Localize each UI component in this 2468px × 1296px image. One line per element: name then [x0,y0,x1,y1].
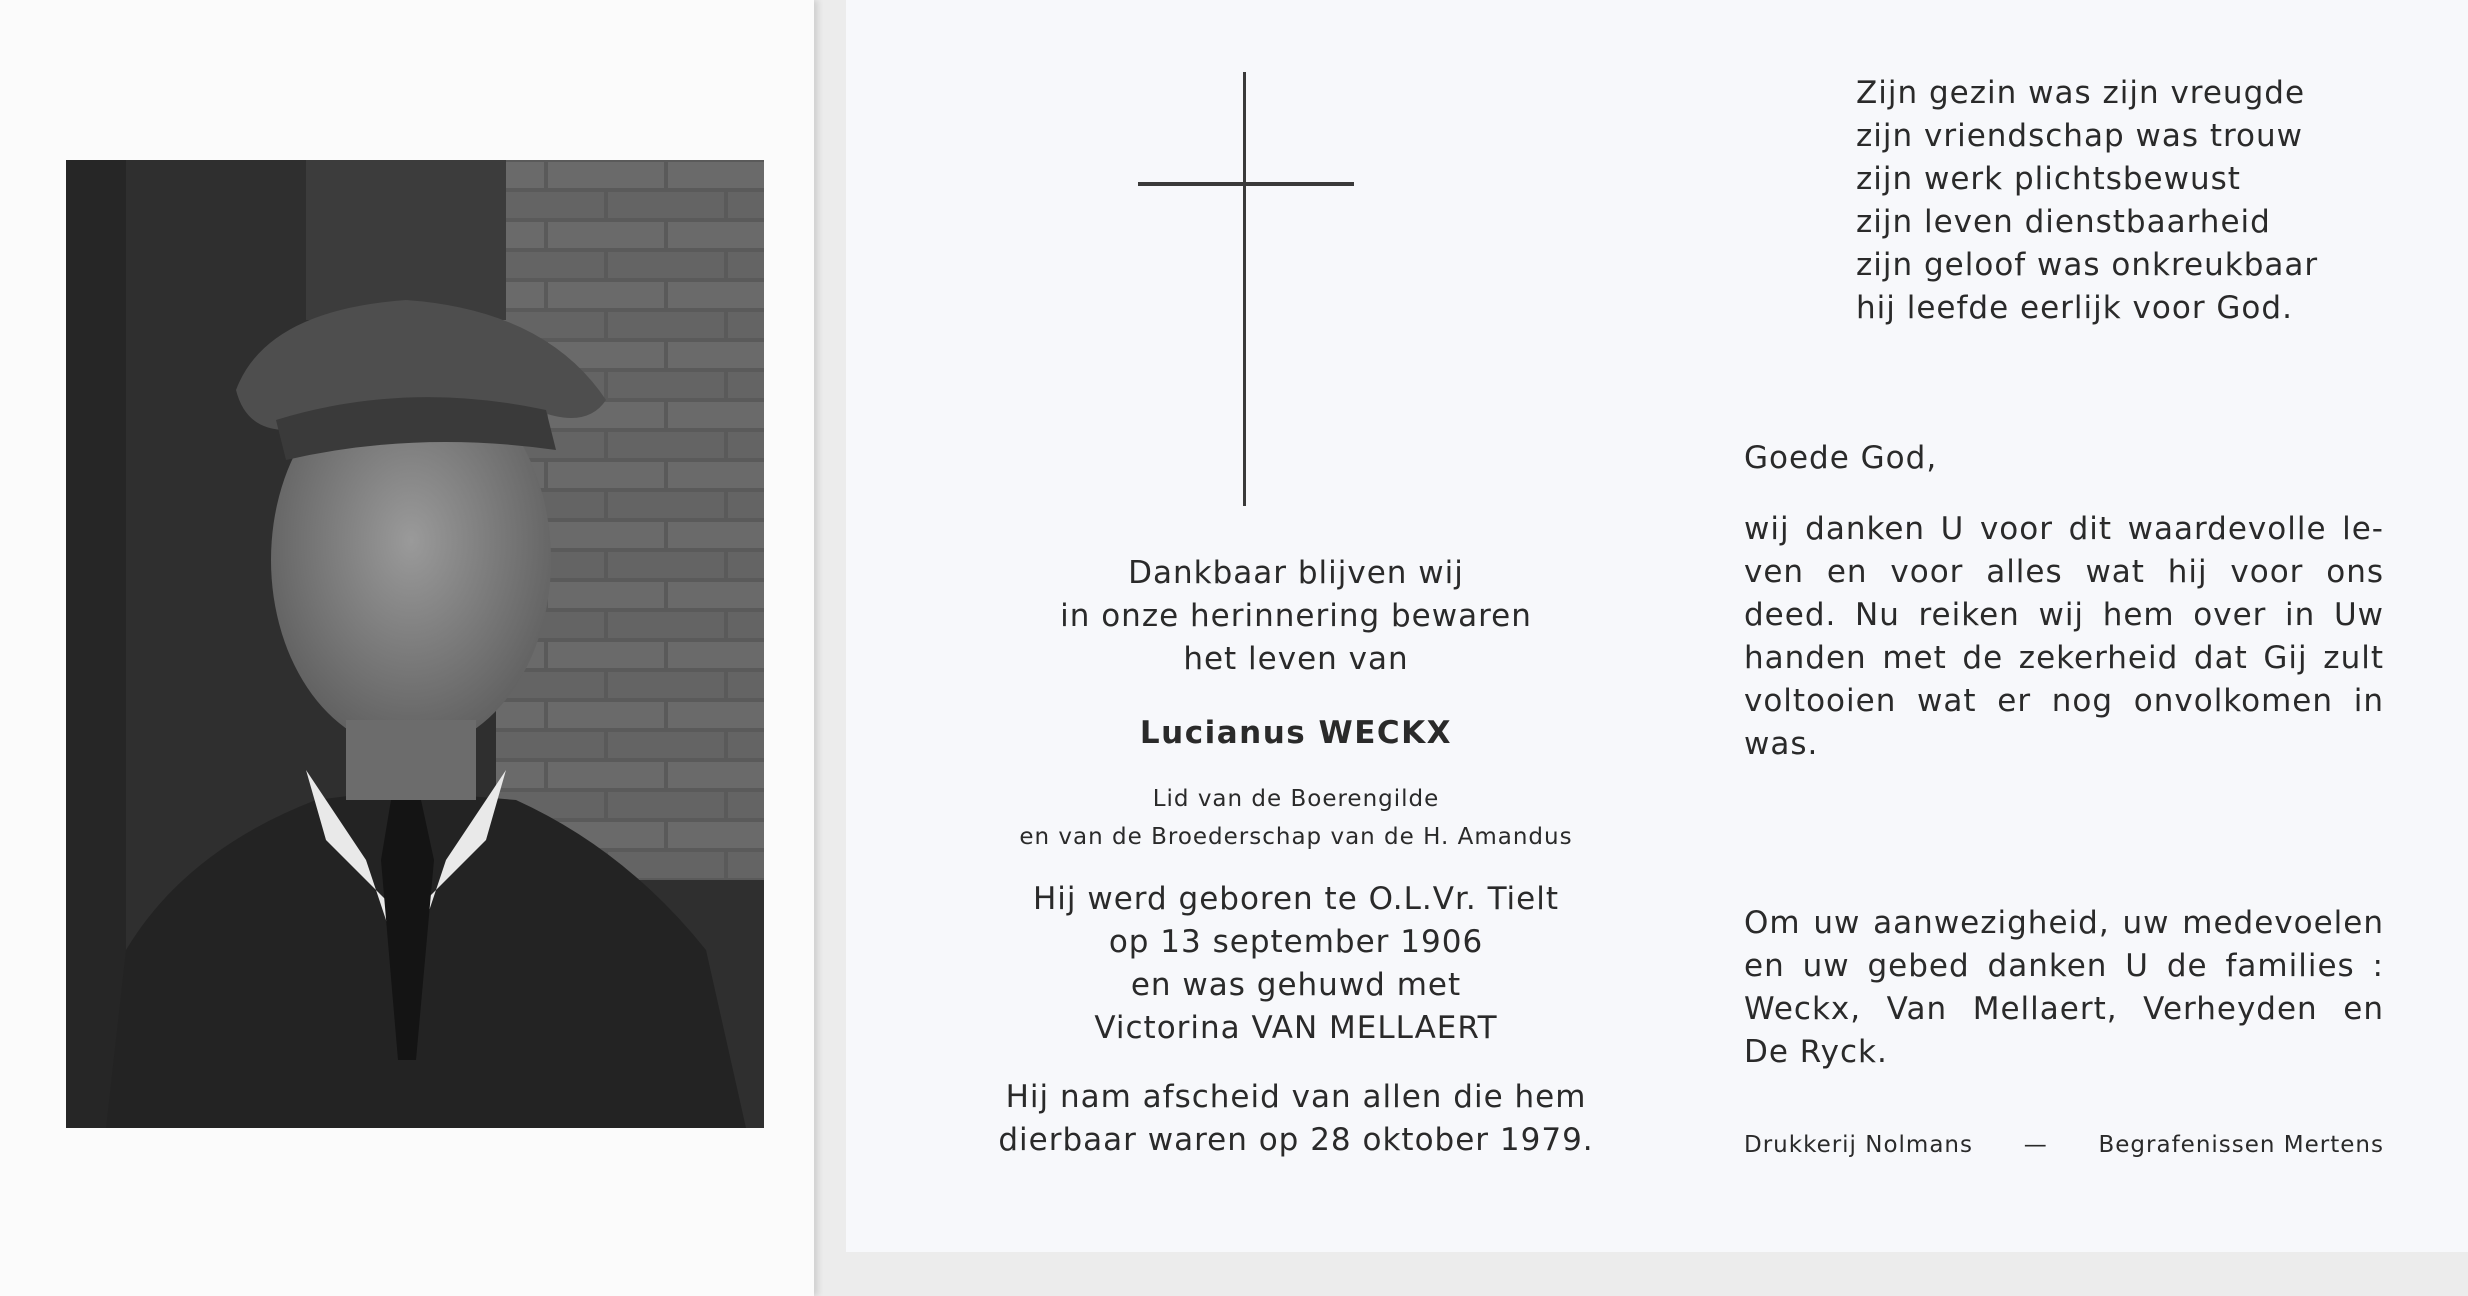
prayer-text: wij danken U voor dit waardevolle le- ven en voor alles wat hij voor ons deed. Nu reiken wij hem over in Uw handen met de zekerheid dat Gij zult voltooien wat er nog onvolkomen in was. [1744,511,2384,762]
poem: Zijn gezin was zijn vreugde zijn vriendschap was trouw zijn werk plichtsbewust zijn leven dienstbaarheid zijn geloof was onkreukbaar hij leefde eerlijk voor God. [1856,75,2319,326]
memberships: Lid van de Boerengilde en van de Broederschap van de H. Amandus [1019,786,1573,850]
undertaker-credit: Begrafenissen Mertens [2098,1132,2384,1158]
footer-credits [1744,1132,2384,1158]
footer-separator: — [2023,1132,2048,1158]
portrait-card [0,0,814,1296]
biography: Hij werd geboren te O.L.Vr. Tielt op 13 september 1906 en was gehuwd met Victorina VAN MELLAERT [1032,881,1560,1046]
portrait-illustration [66,160,764,1128]
deceased-name: Lucianus WECKX [1139,715,1453,751]
intro-text: Dankbaar blijven wij in onze herinnering bewaren het leven van [1060,555,1532,677]
farewell-text: Hij nam afscheid van allen die hem dierbaar waren op 28 oktober 1979. [998,1079,1594,1158]
memorial-card [846,0,2468,1252]
printer-credit: Drukkerij Nolmans [1744,1132,1973,1158]
prayer-salutation: Goede God, [1744,440,1938,476]
cross-icon [1138,72,1354,506]
portrait-photo [66,160,764,1128]
thanks-text: Om uw aanwezigheid, uw medevoelen en uw gebed danken U de families : Weckx, Van Mellaert, Verheyden en De Ryck. [1744,905,2384,1070]
